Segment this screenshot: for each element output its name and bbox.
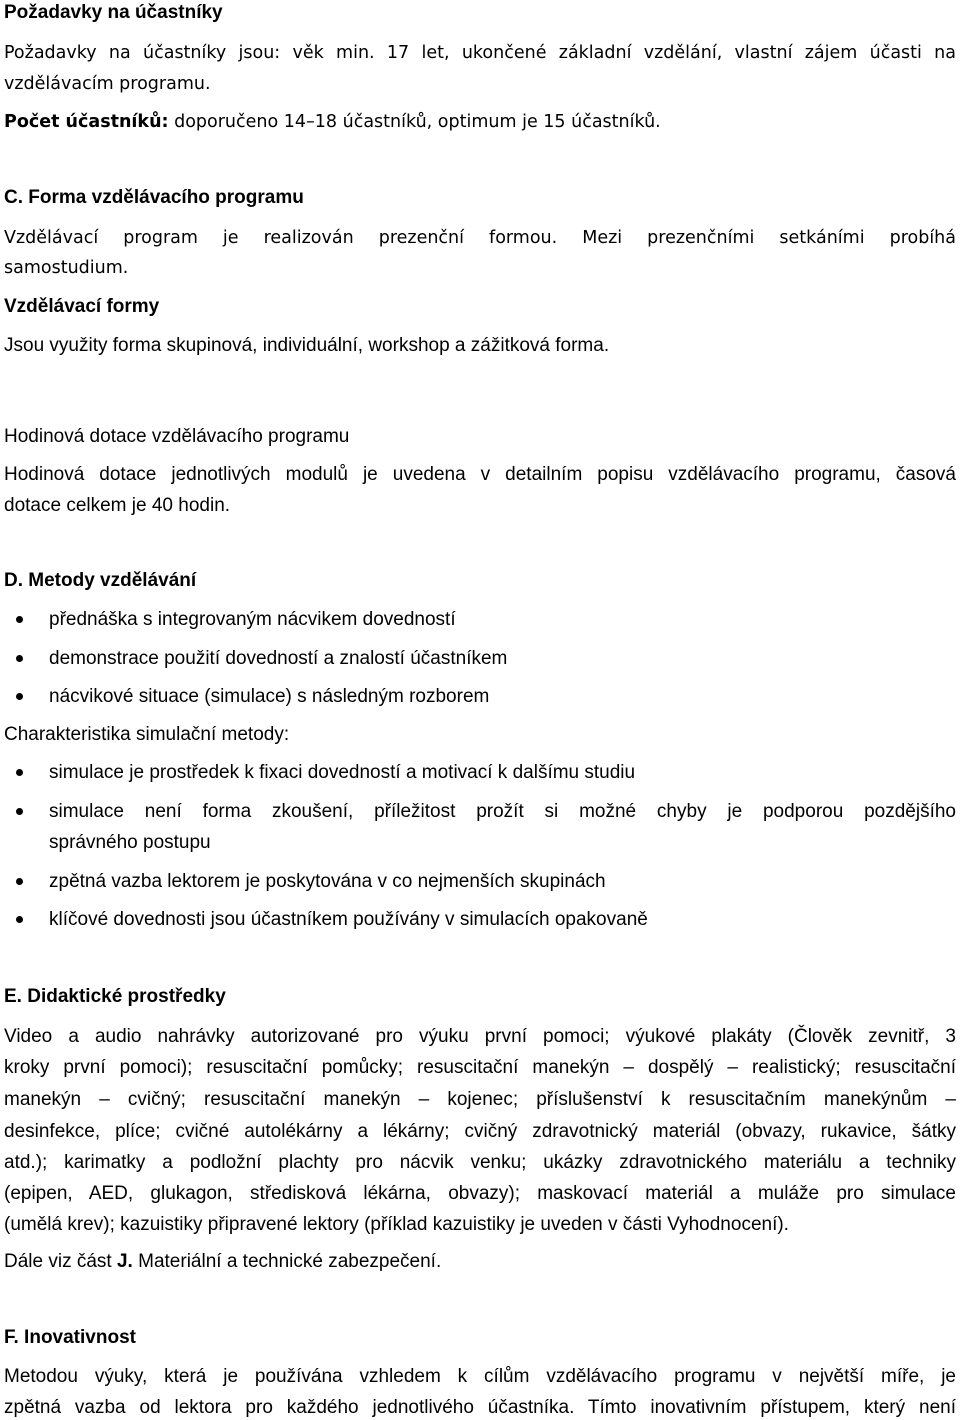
bullet-icon bbox=[16, 908, 23, 932]
simulation-item-continuation: správného postupu bbox=[49, 832, 211, 853]
participants-requirements-line-1: Požadavky na účastníky jsou: věk min. 17 let, ukončené základní vzdělání, vlastní zájem účasti na bbox=[4, 43, 956, 63]
section-heading-methods bbox=[4, 569, 956, 593]
bullet-icon bbox=[16, 647, 23, 671]
section-heading-didactic: E. Didaktické prostředky bbox=[4, 986, 226, 1007]
hours-text-line-1: Hodinová dotace jednotlivých modulů je uvedena v detailním popisu vzdělávacího programu, časová bbox=[4, 464, 956, 485]
didactic-text-line: (umělá krev); kazuistiky připravené lektory (příklad kazuistiky je uveden v části Vyhodnocení). bbox=[4, 1214, 789, 1235]
didactic-reference-bold: J. bbox=[116, 1251, 133, 1272]
simulation-heading: Charakteristika simulační metody: bbox=[4, 724, 290, 745]
simulation-item: klíčové dovednosti jsou účastníkem používány v simulacích opakovaně bbox=[49, 909, 648, 930]
innovation-text-line-2: zpětná vazba od lektora pro každého jednotlivého účastníka. Tímto inovativním přístupem, který není bbox=[4, 1397, 956, 1418]
participants-count-text: doporučeno 14–18 účastníků, optimum je 15 účastníků. bbox=[168, 112, 661, 132]
section-heading-innovation: F. Inovativnost bbox=[4, 1327, 136, 1348]
form-text-line-1: Vzdělávací program je realizován prezenční formou. Mezi prezenčními setkáními probíhá bbox=[4, 228, 956, 248]
section-heading-participants: Požadavky na účastníky bbox=[4, 2, 223, 23]
section-heading-form: C. Forma vzdělávacího programu bbox=[4, 187, 304, 208]
simulation-item: simulace není forma zkoušení, příležitost prožít si možné chyby je podporou pozdějšího bbox=[49, 801, 956, 822]
bullet-icon bbox=[16, 800, 23, 824]
bullet-icon bbox=[16, 761, 23, 785]
didactic-text-line: desinfekce, plíce; cvičné autolékárny a lékárny; cvičný zdravotnický materiál (obvazy, rukavice, šátky bbox=[4, 1121, 956, 1142]
hours-text-line-2: dotace celkem je 40 hodin. bbox=[4, 495, 231, 516]
simulation-item: zpětná vazba lektorem je poskytována v co nejmenších skupinách bbox=[49, 871, 606, 892]
subheading-hours: Hodinová dotace vzdělávacího programu bbox=[4, 426, 350, 447]
form-text-line-2: samostudium. bbox=[4, 258, 129, 278]
bullet-icon bbox=[16, 870, 23, 894]
method-item: přednáška s integrovaným nácvikem dovedností bbox=[49, 609, 456, 630]
method-item: nácvikové situace (simulace) s následným rozborem bbox=[49, 686, 490, 707]
didactic-reference bbox=[4, 1250, 956, 1274]
simulation-item: simulace je prostředek k fixaci dovedností a motivací k dalšímu studiu bbox=[49, 762, 636, 783]
didactic-reference-pre: Dále viz část bbox=[4, 1251, 117, 1272]
participants-requirements-line-2: vzdělávacím programu. bbox=[4, 74, 211, 94]
bullet-icon bbox=[16, 685, 23, 709]
didactic-text-line: manekýn – cvičný; resuscitační manekýn – kojenec; příslušenství k resuscitačním manekýnům – bbox=[4, 1089, 956, 1110]
didactic-text-line: (epipen, AED, glukagon, středisková lékárna, obvazy); maskovací materiál a muláže pro simulace bbox=[4, 1183, 956, 1204]
education-forms-text: Jsou využity forma skupinová, individuální, workshop a zážitková forma. bbox=[4, 335, 610, 356]
didactic-text-line: atd.); karimatky a podložní plachty pro nácvik venku; ukázky zdravotnického materiálu a techniky bbox=[4, 1152, 956, 1173]
didactic-reference-post: Materiální a technické zabezpečení. bbox=[132, 1251, 442, 1272]
participants-count bbox=[4, 110, 956, 134]
section-heading-methods-text: D. Metody vzdělávání bbox=[4, 570, 197, 591]
participants-count-label: Počet účastníků: bbox=[4, 112, 169, 132]
innovation-text-line-1: Metodou výuky, která je používána vzhledem k cílům vzdělávacího programu v největší míře, je bbox=[4, 1366, 956, 1387]
method-item: demonstrace použití dovedností a znalostí účastníkem bbox=[49, 648, 508, 669]
subheading-education-forms: Vzdělávací formy bbox=[4, 296, 160, 317]
didactic-text-line: Video a audio nahrávky autorizované pro výuku první pomoci; výukové plakáty (Člověk zevnitř, 3 bbox=[4, 1026, 956, 1047]
bullet-icon bbox=[16, 608, 23, 632]
didactic-text-line: kroky první pomoci); resuscitační pomůcky; resuscitační manekýn – dospělý – realistický; resuscitační bbox=[4, 1057, 956, 1078]
